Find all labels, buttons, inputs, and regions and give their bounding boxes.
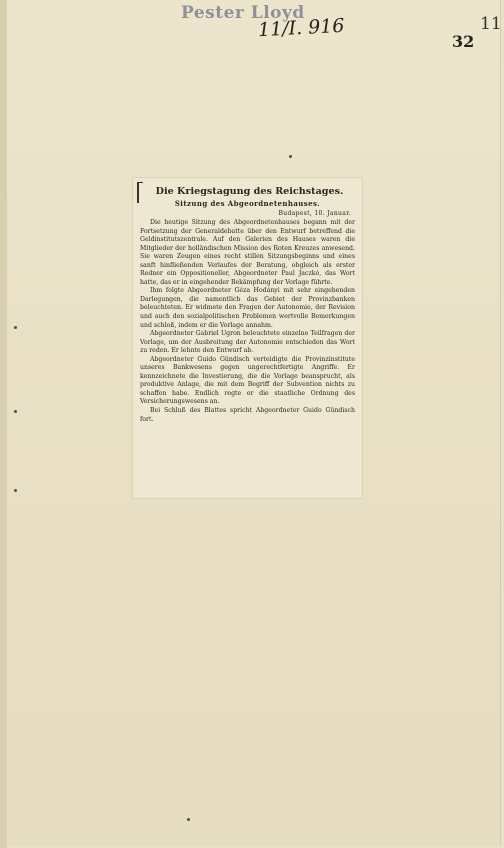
paper-speck bbox=[289, 155, 292, 158]
bracket-mark bbox=[137, 182, 143, 203]
article-paragraph: Abgeordneter Guido Gündisch verteidigte die Provinzinstitute unseres Bankwesens gegen ungerechtfertigte Angriffe. Er kennzeichnete die Investierung, die die Vorlage beansprucht, als produktive Anlage, die mit dem Begriff der Subvention nichts zu schaffen habe. Endlich regte er die staatliche Ordnung des Versicherungswesens an. bbox=[140, 355, 355, 406]
binding-hole bbox=[14, 326, 17, 329]
binding-hole bbox=[14, 489, 17, 492]
article-paragraph: Die heutige Sitzung des Abgeordnetenhauses begann mit der Fortsetzung der Generaldebatte über den Entwurf betreffend die Geldinstitutszentrale. Auf den Galerien des Hauses waren die Mitglieder der holländischen Mission des Roten Kreuzes anwesend. Sie waren Zeugen eines recht stillen Sitzungsbeginns und eines sanft hinfließenden Verlaufes der Beratung, obgleich als erster Redner ein Oppositioneller, Abgeordneter Paul Jaczkó, das Wort hatte, das er in eingehender Bekämpfung der Vorlage führte. bbox=[140, 219, 355, 286]
page-number: 32 bbox=[452, 32, 475, 51]
article-subtitle: Sitzung des Abgeordnetenhauses. bbox=[174, 199, 321, 208]
handwritten-date: 11/I. 916 bbox=[257, 14, 345, 42]
article-paragraph: Abgeordneter Gabriel Ugron beleuchtete einzelne Teilfragen der Vorlage, um der Ausbreitung der Autonomie entschieden das Wort zu reden. Er lehnte den Entwurf ab. bbox=[140, 330, 355, 355]
article-title: Die Kriegstagung des Reichstages. bbox=[155, 186, 344, 197]
paper-speck bbox=[187, 818, 190, 821]
article-paragraph: Ihm folgte Abgeordneter Géza Hodányi mit sehr eingehenden Darlegungen, die namentlich das Gebiet der Provinzbanken beleuchteten. Er widmete den Fragen der Autonomie, der Revision und auch den sozialpolitischen Problemen wertvolle Bemerkungen und schloß, indem er die Vorlage annahm. bbox=[140, 287, 355, 329]
left-edge-strip bbox=[0, 0, 7, 848]
article-paragraph: Bei Schluß des Blattes spricht Abgeordneter Guido Gündisch fort. bbox=[140, 407, 355, 423]
newspaper-stamp: Pester Lloyd bbox=[181, 3, 305, 23]
binding-hole bbox=[14, 410, 17, 413]
article-dateline: Budapest, 10. Januar. bbox=[278, 210, 351, 217]
corner-mark: 11 bbox=[480, 14, 502, 34]
newspaper-clipping bbox=[133, 178, 362, 498]
